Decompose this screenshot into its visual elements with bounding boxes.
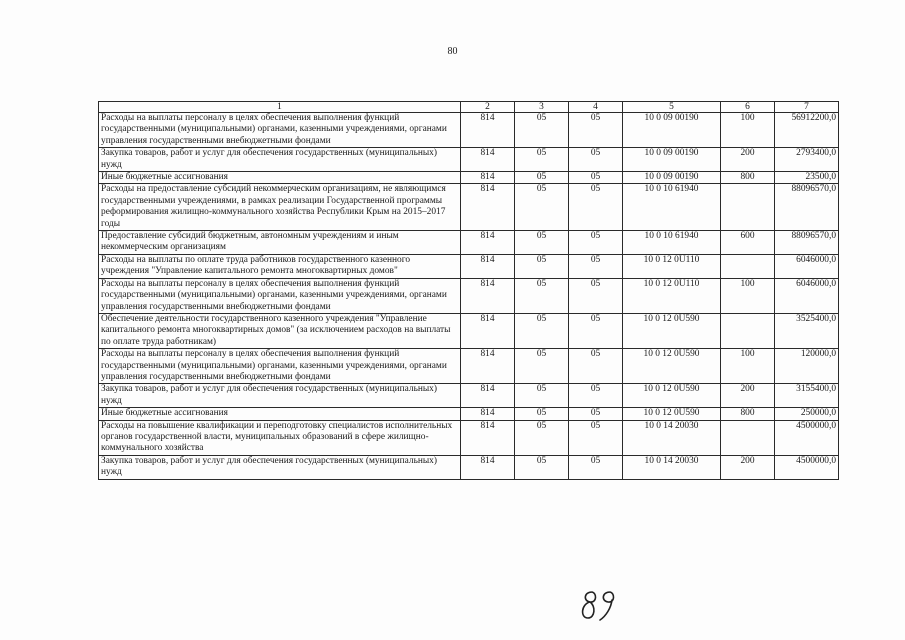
column-header-6: 6: [721, 102, 775, 113]
row-expense-type: 600: [721, 231, 775, 255]
row-subsection-code: 05: [569, 455, 623, 479]
table-body: [99, 113, 839, 480]
row-description: Расходы на выплаты персоналу в целях обеспечения выполнения функций государственными (муниципальными) органами, казенными учреждениями, органами управления государственными внебюджетными фондами: [99, 113, 461, 148]
row-subsection-code: 05: [569, 113, 623, 148]
column-header-2: 2: [461, 102, 515, 113]
row-target-code: 10 0 10 61940: [623, 184, 721, 231]
row-amount: 88096570,0: [775, 184, 839, 231]
table-row: [99, 278, 839, 313]
row-expense-type: [721, 313, 775, 348]
row-target-code: 10 0 12 0U110: [623, 254, 721, 278]
row-amount: 250000,0: [775, 408, 839, 420]
row-description: Расходы на выплаты персоналу в целях обеспечения выполнения функций государственными (муниципальными) органами, казенными учреждениями, органами управления государственными внебюджетными фондами: [99, 349, 461, 384]
row-section-code: 05: [515, 278, 569, 313]
row-description: Закупка товаров, работ и услуг для обеспечения государственных (муниципальных) нужд: [99, 384, 461, 408]
row-expense-type: 800: [721, 408, 775, 420]
row-expense-type: [721, 184, 775, 231]
row-description: Иные бюджетные ассигнования: [99, 408, 461, 420]
row-amount: 56912200,0: [775, 113, 839, 148]
row-ministry-code: 814: [461, 408, 515, 420]
column-header-3: 3: [515, 102, 569, 113]
row-subsection-code: 05: [569, 148, 623, 172]
row-expense-type: 100: [721, 349, 775, 384]
row-section-code: 05: [515, 420, 569, 455]
column-header-7: 7: [775, 102, 839, 113]
row-subsection-code: 05: [569, 184, 623, 231]
table-row: [99, 420, 839, 455]
row-section-code: 05: [515, 231, 569, 255]
row-target-code: 10 0 12 0U590: [623, 384, 721, 408]
row-ministry-code: 814: [461, 113, 515, 148]
row-subsection-code: 05: [569, 231, 623, 255]
row-section-code: 05: [515, 384, 569, 408]
row-section-code: 05: [515, 148, 569, 172]
table-row: [99, 231, 839, 255]
row-ministry-code: 814: [461, 254, 515, 278]
row-section-code: 05: [515, 254, 569, 278]
row-ministry-code: 814: [461, 455, 515, 479]
row-amount: 6046000,0: [775, 278, 839, 313]
row-amount: 4500000,0: [775, 420, 839, 455]
budget-table: [98, 101, 839, 480]
table-row: [99, 172, 839, 184]
table-row: [99, 113, 839, 148]
row-ministry-code: 814: [461, 349, 515, 384]
row-target-code: 10 0 10 61940: [623, 231, 721, 255]
row-ministry-code: 814: [461, 278, 515, 313]
row-section-code: 05: [515, 313, 569, 348]
table-row: [99, 384, 839, 408]
table-row: [99, 455, 839, 479]
row-ministry-code: 814: [461, 172, 515, 184]
row-target-code: 10 0 14 20030: [623, 455, 721, 479]
row-description: Закупка товаров, работ и услуг для обеспечения государственных (муниципальных) нужд: [99, 455, 461, 479]
row-target-code: 10 0 14 20030: [623, 420, 721, 455]
row-section-code: 05: [515, 113, 569, 148]
row-section-code: 05: [515, 349, 569, 384]
row-description: Обеспечение деятельности государственного казенного учреждения "Управление капитального ремонта многоквартирных домов" (за исключением расходов на выплаты по оплате труда работникам): [99, 313, 461, 348]
column-header-4: 4: [569, 102, 623, 113]
row-target-code: 10 0 09 00190: [623, 172, 721, 184]
row-expense-type: 800: [721, 172, 775, 184]
row-amount: 120000,0: [775, 349, 839, 384]
row-expense-type: [721, 420, 775, 455]
column-header-1: 1: [99, 102, 461, 113]
row-ministry-code: 814: [461, 384, 515, 408]
table-row: [99, 148, 839, 172]
table-row: [99, 254, 839, 278]
row-amount: 3525400,0: [775, 313, 839, 348]
row-ministry-code: 814: [461, 420, 515, 455]
row-target-code: 10 0 09 00190: [623, 148, 721, 172]
row-description: Иные бюджетные ассигнования: [99, 172, 461, 184]
row-target-code: 10 0 12 0U110: [623, 278, 721, 313]
row-ministry-code: 814: [461, 148, 515, 172]
row-description: Расходы на повышение квалификации и переподготовку специалистов исполнительных органов государственной власти, муниципальных образований в сфере жилищно-коммунального хозяйства: [99, 420, 461, 455]
table-row: [99, 408, 839, 420]
handwritten-page-number: [578, 588, 618, 624]
row-target-code: 10 0 09 00190: [623, 113, 721, 148]
row-ministry-code: 814: [461, 313, 515, 348]
row-subsection-code: 05: [569, 313, 623, 348]
table-header-row: [99, 102, 839, 113]
row-section-code: 05: [515, 408, 569, 420]
row-subsection-code: 05: [569, 384, 623, 408]
row-subsection-code: 05: [569, 420, 623, 455]
table-row: [99, 313, 839, 348]
row-section-code: 05: [515, 184, 569, 231]
row-subsection-code: 05: [569, 349, 623, 384]
table-row: [99, 349, 839, 384]
row-subsection-code: 05: [569, 254, 623, 278]
row-ministry-code: 814: [461, 231, 515, 255]
row-target-code: 10 0 12 0U590: [623, 408, 721, 420]
row-target-code: 10 0 12 0U590: [623, 313, 721, 348]
row-expense-type: [721, 254, 775, 278]
row-description: Расходы на выплаты по оплате труда работников государственного казенного учреждения "Управление капитального ремонта многоквартирных домов": [99, 254, 461, 278]
row-amount: 2793400,0: [775, 148, 839, 172]
row-expense-type: 100: [721, 113, 775, 148]
row-description: Закупка товаров, работ и услуг для обеспечения государственных (муниципальных) нужд: [99, 148, 461, 172]
row-target-code: 10 0 12 0U590: [623, 349, 721, 384]
row-description: Расходы на выплаты персоналу в целях обеспечения выполнения функций государственными (муниципальными) органами, казенными учреждениями, органами управления государственными внебюджетными фондами: [99, 278, 461, 313]
row-section-code: 05: [515, 172, 569, 184]
row-expense-type: 200: [721, 455, 775, 479]
page-number: 80: [447, 46, 458, 57]
column-header-5: 5: [623, 102, 721, 113]
row-subsection-code: 05: [569, 172, 623, 184]
row-expense-type: 100: [721, 278, 775, 313]
row-subsection-code: 05: [569, 408, 623, 420]
row-amount: 23500,0: [775, 172, 839, 184]
row-amount: 88096570,0: [775, 231, 839, 255]
row-amount: 4500000,0: [775, 455, 839, 479]
row-amount: 6046000,0: [775, 254, 839, 278]
row-description: Расходы на предоставление субсидий некоммерческим организациям, не являющимся государственными учреждениями, в рамках реализации Государственной программы реформирования жилищно-коммунального хозяйства Республики Крым на 2015–2017 годы: [99, 184, 461, 231]
row-amount: 3155400,0: [775, 384, 839, 408]
row-ministry-code: 814: [461, 184, 515, 231]
row-subsection-code: 05: [569, 278, 623, 313]
row-description: Предоставление субсидий бюджетным, автономным учреждениям и иным некоммерческим организациям: [99, 231, 461, 255]
row-expense-type: 200: [721, 148, 775, 172]
table-row: [99, 184, 839, 231]
row-section-code: 05: [515, 455, 569, 479]
row-expense-type: 200: [721, 384, 775, 408]
